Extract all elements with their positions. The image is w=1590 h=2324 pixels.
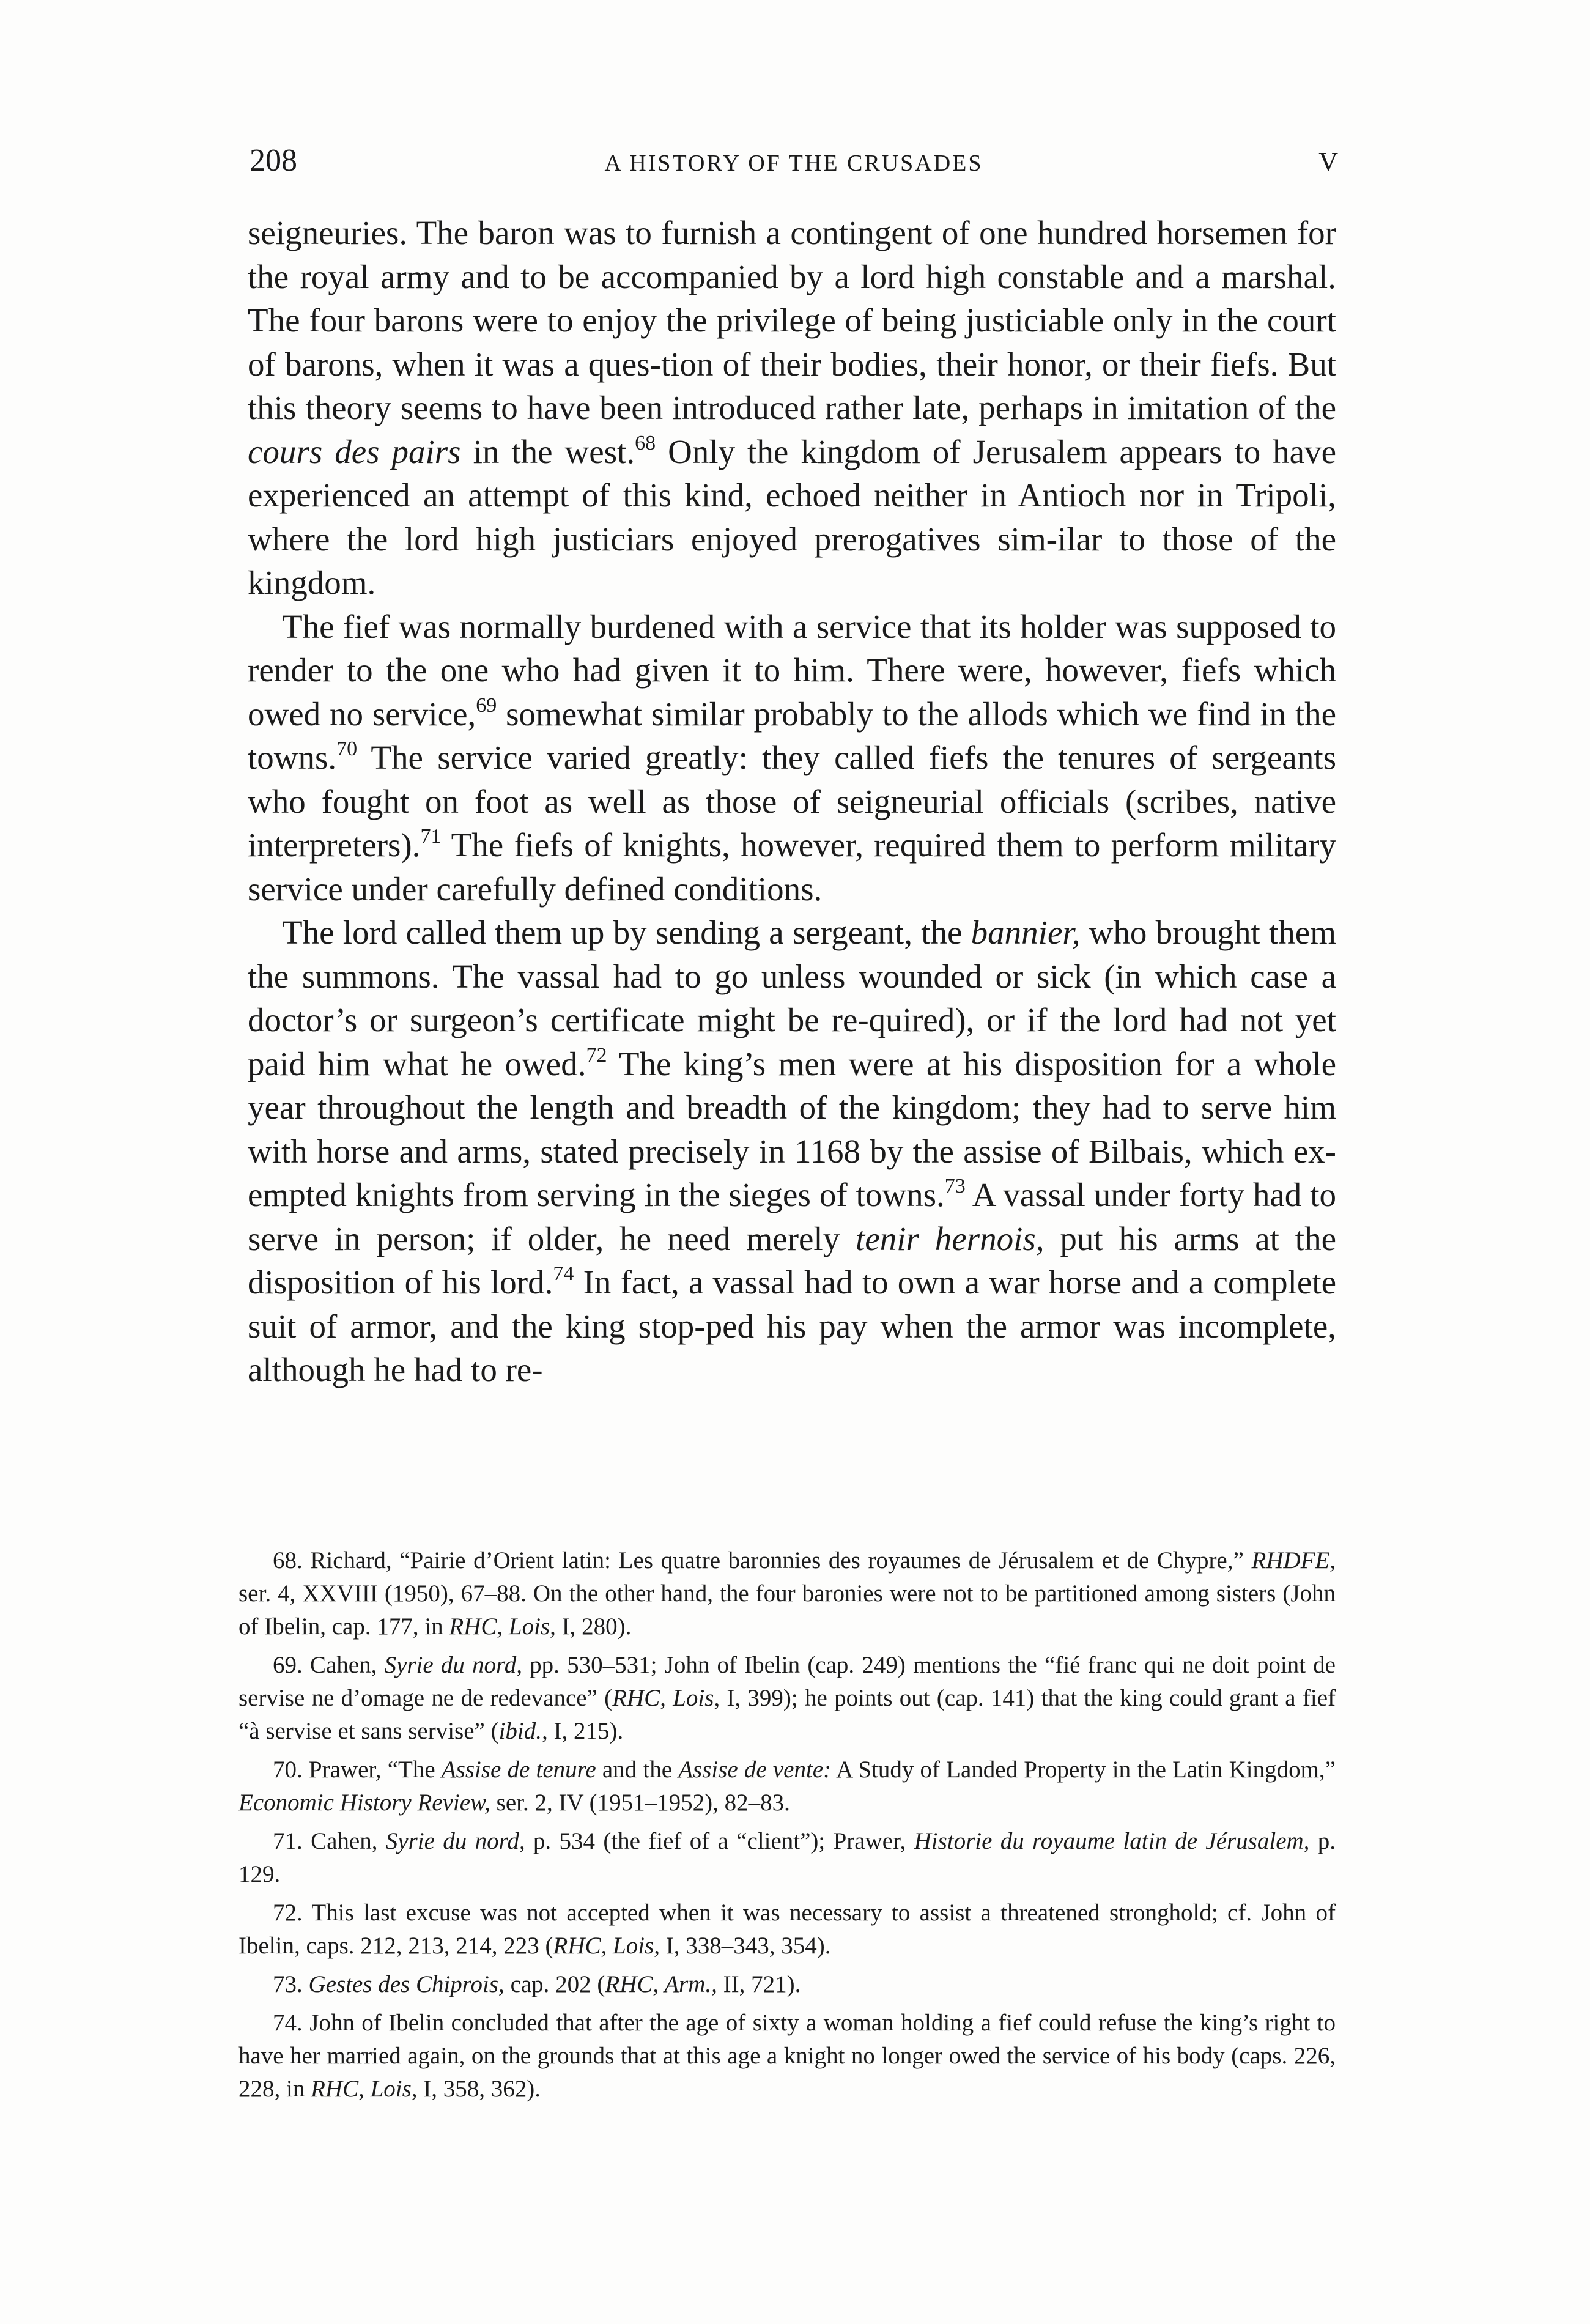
text-run: A Study of Landed Property in the Latin Kingdom,” [831,1756,1336,1783]
text-run: seigneuries. The baron was to furnish a contingent of one hundred horsemen for the royal army and to be accompanied by a lord high constable and a marshal. The four barons were to enjoy the privilege of being justiciable only in the court of barons, when it was a ques-tion of their bodies, their honor, or their fiefs. But this theory seems to have been introduced rather late, perhaps in imitation of the [248,214,1336,426]
page-number: 208 [250,143,297,178]
text-run: somewhat similar probably to the allods which we find in the towns. [248,695,1337,776]
text-run: 69. Cahen, [273,1652,385,1678]
text-run: p. 129. [239,1828,1336,1887]
paragraph-3 [248,911,1336,1392]
text-run: 71. Cahen, [273,1828,386,1854]
footnote-69 [239,1649,1336,1748]
italic-citation: RHC, Lois, [449,1613,556,1640]
footnote-ref-68: 68 [635,431,656,454]
italic-citation: RHC, Arm., [605,1971,717,1997]
text-run: who brought them the summons. The vassal had to go unless wounded or sick (in which case a doctor’s or surgeon’s certificate might be re-quired), or if the lord had not yet paid him what he owed. [248,914,1336,1082]
text-run: p. 534 (the fief of a “client”); Prawer, [525,1828,914,1854]
footnote-ref-70: 70 [336,738,358,760]
text-run: cap. 202 ( [504,1971,605,1997]
text-run: A vassal under forty had to serve in person; if older, he need merely [248,1176,1336,1257]
italic-citation: Assise de vente: [678,1756,832,1783]
paragraph-2 [248,605,1336,911]
italic-citation: RHDFE, [1251,1547,1336,1574]
text-run: The service varied greatly: they called fiefs the tenures of sergeants who fought on foot as well as those of seigneurial officials (scribes, native interpreters). [248,739,1336,864]
text-run: 68. Richard, “Pairie d’Orient latin: Les quatre baronnies des royaumes de Jérusalem et de Chypre,” [273,1547,1252,1574]
italic-citation: Historie du royaume latin de Jérusalem, [914,1828,1310,1854]
text-run: In fact, a vassal had to own a war horse and a complete suit of armor, and the king stop-ped his pay when the armor was incomplete, although he had to re- [248,1264,1337,1388]
text-run: and the [596,1756,679,1783]
text-run: put his arms at the disposition of his lord. [248,1219,1336,1301]
footnote-ref-69: 69 [476,694,497,717]
italic-citation: ibid., [498,1718,548,1744]
text-run: The fief was normally burdened with a service that its holder was supposed to render to the one who had given it to him. There were, however, fiefs which owed no service, [248,607,1336,733]
text-run: I, 215). [547,1718,624,1744]
footnote-ref-71: 71 [420,825,442,848]
italic-citation: Gestes des Chiprois, [308,1971,505,1997]
text-run: II, 721). [717,1971,801,1997]
text-run: 72. This last excuse was not accepted when it was necessary to assist a threatened stronghold; cf. John of Ibelin, caps. 212, 213, 214, 223 ( [239,1900,1336,1959]
italic-citation: RHC, Lois, [612,1685,720,1711]
text-run: I, 399); he points out (cap. 141) that the king could grant a fief “à servise et sans servise” ( [239,1685,1336,1744]
footnote-70 [239,1753,1336,1819]
text-run: The king’s men were at his disposition for a whole year throughout the length and breadth of the kingdom; they had to serve him with horse and arms, stated precisely in 1168 by the assise of Bilbais, which ex-empted knights from serving in the sieges of towns. [248,1045,1336,1213]
footnotes [239,1544,1336,2111]
italic-citation: RHC, Lois, [311,2076,418,2102]
text-run: ser. 2, IV (1951–1952), 82–83. [490,1789,790,1816]
footnote-68 [239,1544,1336,1643]
text-run: The fiefs of knights, however, required them to perform military service under carefully defined conditions. [248,826,1336,908]
paragraph-1 [248,211,1336,605]
text-run: pp. 530–531; John of Ibelin (cap. 249) mentions the “fié franc qui ne doit point de servise ne d’omage ne de redevance” ( [239,1652,1336,1711]
text-run: The lord called them up by sending a sergeant, the [282,914,971,951]
footnote-74 [239,2007,1336,2106]
italic-citation: Syrie du nord, [384,1652,522,1678]
text-run: I, 358, 362). [417,2076,541,2102]
book-title: A HISTORY OF THE CRUSADES [604,150,983,176]
italic-citation: RHC, Lois, [553,1933,660,1959]
text-run: I, 280). [555,1613,632,1640]
italic-citation: Syrie du nord, [385,1828,525,1854]
text-run: 70. Prawer, “The [273,1756,442,1783]
text-run: 73. [273,1971,309,1997]
text-run: ser. 4, XXVIII (1950), 67–88. On the other hand, the four baronies were not to be partitioned among sisters (John of Ibelin, cap. 177, in [239,1580,1336,1640]
text-run: Only the kingdom of Jerusalem appears to have experienced an attempt of this kind, echoed neither in Antioch nor in Tripoli, where the lord high justiciars enjoyed prerogatives sim-ilar to those of the kingdom. [248,432,1337,601]
italic-term: tenir hernois, [856,1219,1045,1257]
italic-citation: Assise de tenure [441,1756,596,1783]
footnote-ref-72: 72 [586,1043,607,1067]
footnote-71 [239,1825,1336,1891]
footnote-73 [239,1968,1336,2001]
italic-term: bannier, [971,914,1081,951]
footnote-72 [239,1897,1336,1963]
text-run: 74. John of Ibelin concluded that after the age of sixty a woman holding a fief could refuse the king’s right to have her married again, on the grounds that at this age a knight no longer owed the service of his body (caps. 226, 228, in [239,2010,1336,2102]
text-run: in the west. [460,432,635,470]
italic-citation: Economic History Review, [239,1789,490,1816]
main-text [248,211,1336,1392]
footnote-ref-74: 74 [553,1262,574,1285]
footnote-ref-73: 73 [944,1175,966,1197]
italic-term: cours des pairs [248,432,461,470]
text-run: I, 338–343, 354). [659,1933,831,1959]
running-head [250,139,1338,182]
part-number: V [1318,147,1338,177]
